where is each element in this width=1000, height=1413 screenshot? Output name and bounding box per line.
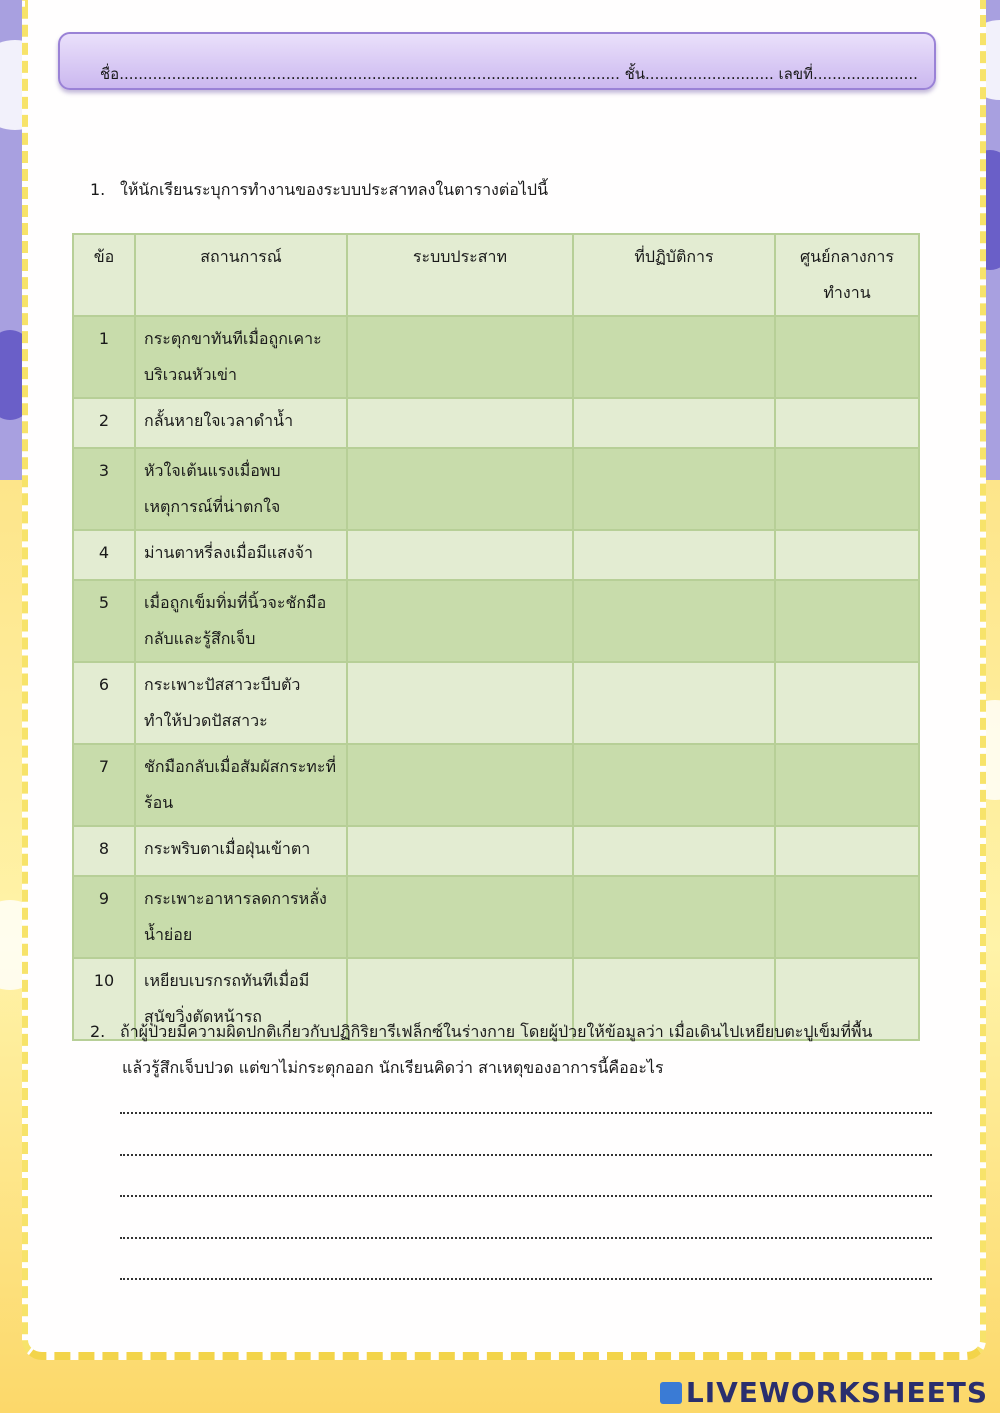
answer-cell-control-center[interactable] <box>775 662 919 744</box>
table-row <box>73 398 919 448</box>
student-info-fields[interactable]: ชื่อ......................................................................................................... ชั้น........................... เลขที่...................... <box>100 65 918 83</box>
header-nervous-system: ระบบประสาท <box>347 234 573 316</box>
question-1-text: ให้นักเรียนระบุการทำงานของระบบประสาทลงในตารางต่อไปนี้ <box>120 180 549 199</box>
row-number: 8 <box>73 826 135 876</box>
answer-cell-effector[interactable] <box>573 876 775 958</box>
row-situation: ม่านตาหรี่ลงเมื่อมีแสงจ้า <box>135 530 347 580</box>
answer-cell-nervous-system[interactable] <box>347 448 573 530</box>
row-situation: กระเพาะอาหารลดการหลั่งน้ำย่อย <box>135 876 347 958</box>
answer-cell-nervous-system[interactable] <box>347 398 573 448</box>
row-number: 2 <box>73 398 135 448</box>
row-number: 5 <box>73 580 135 662</box>
answer-cell-effector[interactable] <box>573 744 775 826</box>
answer-line[interactable] <box>120 1195 932 1197</box>
answer-line[interactable] <box>120 1154 932 1156</box>
question-1 <box>90 172 548 208</box>
question-2-line-1: ถ้าผู้ป่วยมีความผิดปกติเกี่ยวกับปฏิกิริยารีเฟล็กซ์ในร่างกาย โดยผู้ป่วยให้ข้อมูลว่า เมื่อเดินไปเหยียบตะปูเข็มที่พื้น <box>120 1022 873 1041</box>
answer-cell-control-center[interactable] <box>775 876 919 958</box>
table-row <box>73 662 919 744</box>
row-situation: กลั้นหายใจเวลาดำน้ำ <box>135 398 347 448</box>
answer-cell-effector[interactable] <box>573 316 775 398</box>
row-situation: กระพริบตาเมื่อฝุ่นเข้าตา <box>135 826 347 876</box>
row-number: 1 <box>73 316 135 398</box>
question-1-number: 1. <box>90 180 106 199</box>
answer-cell-control-center[interactable] <box>775 316 919 398</box>
row-situation: เหยียบเบรกรถทันทีเมื่อมีสุนัขวิ่งตัดหน้ารถ <box>135 958 347 1040</box>
answer-cell-effector[interactable] <box>573 530 775 580</box>
answer-cell-nervous-system[interactable] <box>347 826 573 876</box>
row-situation: ชักมือกลับเมื่อสัมผัสกระทะที่ร้อน <box>135 744 347 826</box>
answer-cell-nervous-system[interactable] <box>347 744 573 826</box>
liveworksheets-logo <box>660 1376 988 1409</box>
answer-cell-effector[interactable] <box>573 826 775 876</box>
table-row <box>73 580 919 662</box>
answer-cell-control-center[interactable] <box>775 530 919 580</box>
table-row <box>73 530 919 580</box>
row-number: 10 <box>73 958 135 1040</box>
answer-cell-control-center[interactable] <box>775 448 919 530</box>
header-situation: สถานการณ์ <box>135 234 347 316</box>
question-2 <box>90 1014 940 1086</box>
question-2-line-2: แล้วรู้สึกเจ็บปวด แต่ขาไม่กระตุกออก นักเรียนคิดว่า สาเหตุของอาการนี้คืออะไร <box>122 1058 664 1077</box>
answer-cell-nervous-system[interactable] <box>347 876 573 958</box>
table-row <box>73 448 919 530</box>
answer-line[interactable] <box>120 1237 932 1239</box>
row-situation: กระเพาะปัสสาวะบีบตัวทำให้ปวดปัสสาวะ <box>135 662 347 744</box>
question-2-number: 2. <box>90 1022 106 1041</box>
row-situation: กระตุกขาทันทีเมื่อถูกเคาะบริเวณหัวเข่า <box>135 316 347 398</box>
row-situation: หัวใจเต้นแรงเมื่อพบเหตุการณ์ที่น่าตกใจ <box>135 448 347 530</box>
answer-cell-nervous-system[interactable] <box>347 580 573 662</box>
answer-cell-nervous-system[interactable] <box>347 662 573 744</box>
answer-cell-effector[interactable] <box>573 398 775 448</box>
answer-cell-nervous-system[interactable] <box>347 530 573 580</box>
answer-cell-effector[interactable] <box>573 662 775 744</box>
answer-cell-control-center[interactable] <box>775 398 919 448</box>
answer-line[interactable] <box>120 1278 932 1280</box>
row-number: 9 <box>73 876 135 958</box>
answer-cell-effector[interactable] <box>573 580 775 662</box>
answer-cell-control-center[interactable] <box>775 580 919 662</box>
table-row <box>73 744 919 826</box>
header-effector: ที่ปฏิบัติการ <box>573 234 775 316</box>
answer-cell-control-center[interactable] <box>775 826 919 876</box>
table-row <box>73 316 919 398</box>
nervous-system-table <box>72 233 920 1041</box>
answer-cell-effector[interactable] <box>573 448 775 530</box>
answer-cell-control-center[interactable] <box>775 744 919 826</box>
answer-line[interactable] <box>120 1112 932 1114</box>
logo-text: LIVEWORKSHEETS <box>685 1376 988 1409</box>
row-number: 6 <box>73 662 135 744</box>
header-no: ข้อ <box>73 234 135 316</box>
table-row <box>73 876 919 958</box>
row-situation: เมื่อถูกเข็มทิ่มที่นิ้วจะชักมือกลับและรู้สึกเจ็บ <box>135 580 347 662</box>
answer-cell-nervous-system[interactable] <box>347 316 573 398</box>
row-number: 4 <box>73 530 135 580</box>
table-row <box>73 826 919 876</box>
header-control-center: ศูนย์กลางการทำงาน <box>775 234 919 316</box>
row-number: 3 <box>73 448 135 530</box>
liveworksheets-icon <box>660 1382 682 1404</box>
row-number: 7 <box>73 744 135 826</box>
